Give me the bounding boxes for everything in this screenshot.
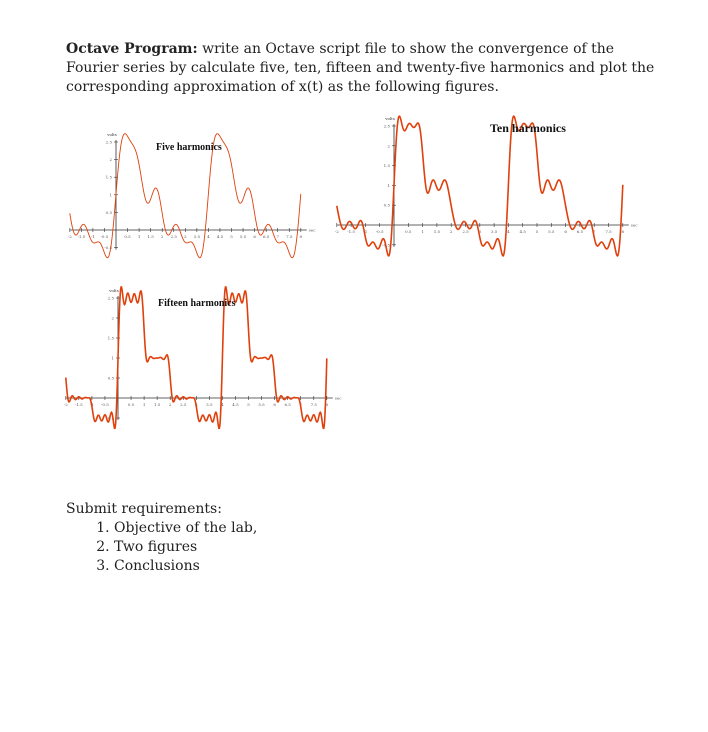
x-axis-end-label: sec (308, 227, 316, 233)
x-tick-label: -0.5 (100, 234, 109, 239)
x-tick-label: 5 (230, 234, 233, 239)
x-tick-label: 6.5 (284, 402, 291, 407)
y-tick-label: 2 (109, 157, 112, 163)
x-tick-label: -1 (90, 234, 95, 239)
x-tick-label: 4.5 (232, 402, 239, 407)
x-tick-label: 7 (276, 234, 279, 239)
y-tick-label: 1 (111, 355, 114, 361)
y-tick-label: 0.5 (107, 375, 114, 381)
x-tick-label: 6 (273, 402, 276, 407)
chart-fifteen-harmonics (63, 288, 342, 421)
x-tick-label: 2.5 (170, 234, 177, 239)
x-tick-label: 4.5 (519, 229, 526, 234)
chart-five-harmonics (66, 132, 316, 251)
chart-title: Fifteen harmonics (158, 298, 236, 309)
x-tick-label: 1 (142, 402, 146, 407)
x-tick-label: 4 (221, 402, 224, 407)
x-tick-label: 1.5 (147, 234, 154, 239)
x-tick-label: 5.5 (548, 229, 555, 234)
submit-item: 3. Conclusions (114, 557, 257, 576)
submit-item: 1. Objective of the lab, (114, 519, 257, 538)
x-tick-label: 1.5 (433, 229, 441, 234)
y-tick-label: 0.5 (383, 202, 390, 208)
submit-list (66, 519, 257, 576)
y-tick-label: 1 (387, 182, 390, 188)
x-tick-label: 1 (421, 229, 424, 234)
x-tick-label: -2 (63, 402, 68, 407)
y-tick-label: 2 (387, 143, 390, 149)
y-tick-label: 2.5 (105, 139, 112, 145)
y-axis-label: volts (107, 132, 117, 137)
x-tick-label: 0.5 (127, 402, 135, 407)
x-tick-label: 2 (160, 234, 164, 239)
y-tick-label: 2.5 (107, 295, 114, 301)
chart-svg (63, 288, 342, 421)
series-line (334, 116, 623, 256)
x-tick-label: 8 (621, 229, 625, 234)
x-tick-label: 3 (184, 234, 187, 239)
x-tick-label: 6 (564, 229, 567, 234)
x-tick-label: 6 (253, 234, 256, 239)
x-tick-label: -1 (89, 402, 94, 407)
submit-title: Submit requirements: (66, 501, 222, 517)
x-tick-label: 7.5 (310, 402, 317, 407)
x-tick-label: -1 (363, 229, 368, 234)
x-tick-label: 3.5 (193, 234, 201, 239)
x-tick-label: 6.5 (576, 229, 584, 234)
x-axis-end-label: sec (334, 395, 342, 401)
y-tick-label: 1.5 (105, 174, 112, 180)
x-tick-label: 5 (247, 402, 250, 407)
x-tick-label: -2 (334, 229, 339, 234)
x-tick-label: 2.5 (462, 229, 469, 234)
chart-svg (334, 116, 638, 258)
x-tick-label: 8 (299, 234, 303, 239)
x-tick-label: 2 (449, 229, 453, 234)
y-tick-label: 1.5 (383, 163, 390, 169)
x-tick-label: 6.5 (262, 234, 270, 239)
chart-title: Ten harmonics (490, 121, 566, 135)
y-tick-label: -0.5 (106, 415, 114, 421)
x-tick-label: -1.5 (347, 229, 355, 234)
chart-title: Five harmonics (156, 142, 222, 153)
x-tick-label: 7 (299, 402, 302, 407)
x-axis-end-label: sec (630, 222, 638, 228)
intro-heading: Octave Program: (66, 41, 198, 57)
chart-svg (66, 132, 316, 251)
y-tick-label: 2.5 (383, 123, 390, 129)
x-tick-label: 3.5 (490, 229, 498, 234)
x-tick-label: 5.5 (258, 402, 265, 407)
x-tick-label: 5.5 (239, 234, 247, 239)
x-tick-label: 1.5 (153, 402, 161, 407)
chart-ten-harmonics (334, 116, 638, 258)
x-tick-label: 0.5 (405, 229, 412, 234)
x-tick-label: 7 (592, 229, 596, 234)
y-axis-label: volts (385, 116, 395, 121)
x-tick-label: 7.5 (286, 234, 293, 239)
x-tick-label: -0.5 (375, 229, 384, 234)
x-tick-label: 4 (207, 234, 210, 239)
y-tick-label: 1 (109, 192, 112, 198)
y-tick-label: -0.5 (104, 245, 112, 251)
intro-paragraph (66, 40, 656, 97)
x-tick-label: 3 (195, 402, 198, 407)
submit-requirements (66, 500, 257, 576)
y-tick-label: 0.5 (105, 209, 112, 215)
x-tick-label: 1 (137, 234, 141, 239)
x-tick-label: 2.5 (180, 402, 187, 407)
x-tick-label: -2 (67, 234, 72, 239)
y-tick-label: -0.5 (382, 242, 390, 248)
x-tick-label: 8 (325, 402, 329, 407)
x-tick-label: 3.5 (206, 402, 213, 407)
x-tick-label: -1.5 (74, 402, 83, 407)
x-tick-label: 2 (168, 402, 172, 407)
y-tick-label: 1.5 (107, 335, 114, 341)
x-tick-label: 7.5 (605, 229, 612, 234)
x-tick-label: 4 (507, 229, 510, 234)
submit-item: 2. Two figures (114, 538, 257, 557)
y-axis-label: volts (109, 288, 119, 293)
x-tick-label: 4.5 (216, 234, 224, 239)
x-tick-label: 3 (478, 229, 482, 234)
x-tick-label: 5 (535, 229, 539, 234)
intro-text: write an Octave script file to show the convergence of the Fourier series by calculate five, ten, fifteen and twenty-five harmonics and plot the corresponding approximation of x(t) as the following figures. (66, 41, 655, 95)
x-tick-label: -1.5 (77, 234, 86, 239)
x-tick-label: 0.5 (124, 234, 131, 239)
x-tick-label: -0.5 (101, 402, 109, 407)
y-tick-label: 2 (111, 315, 114, 321)
